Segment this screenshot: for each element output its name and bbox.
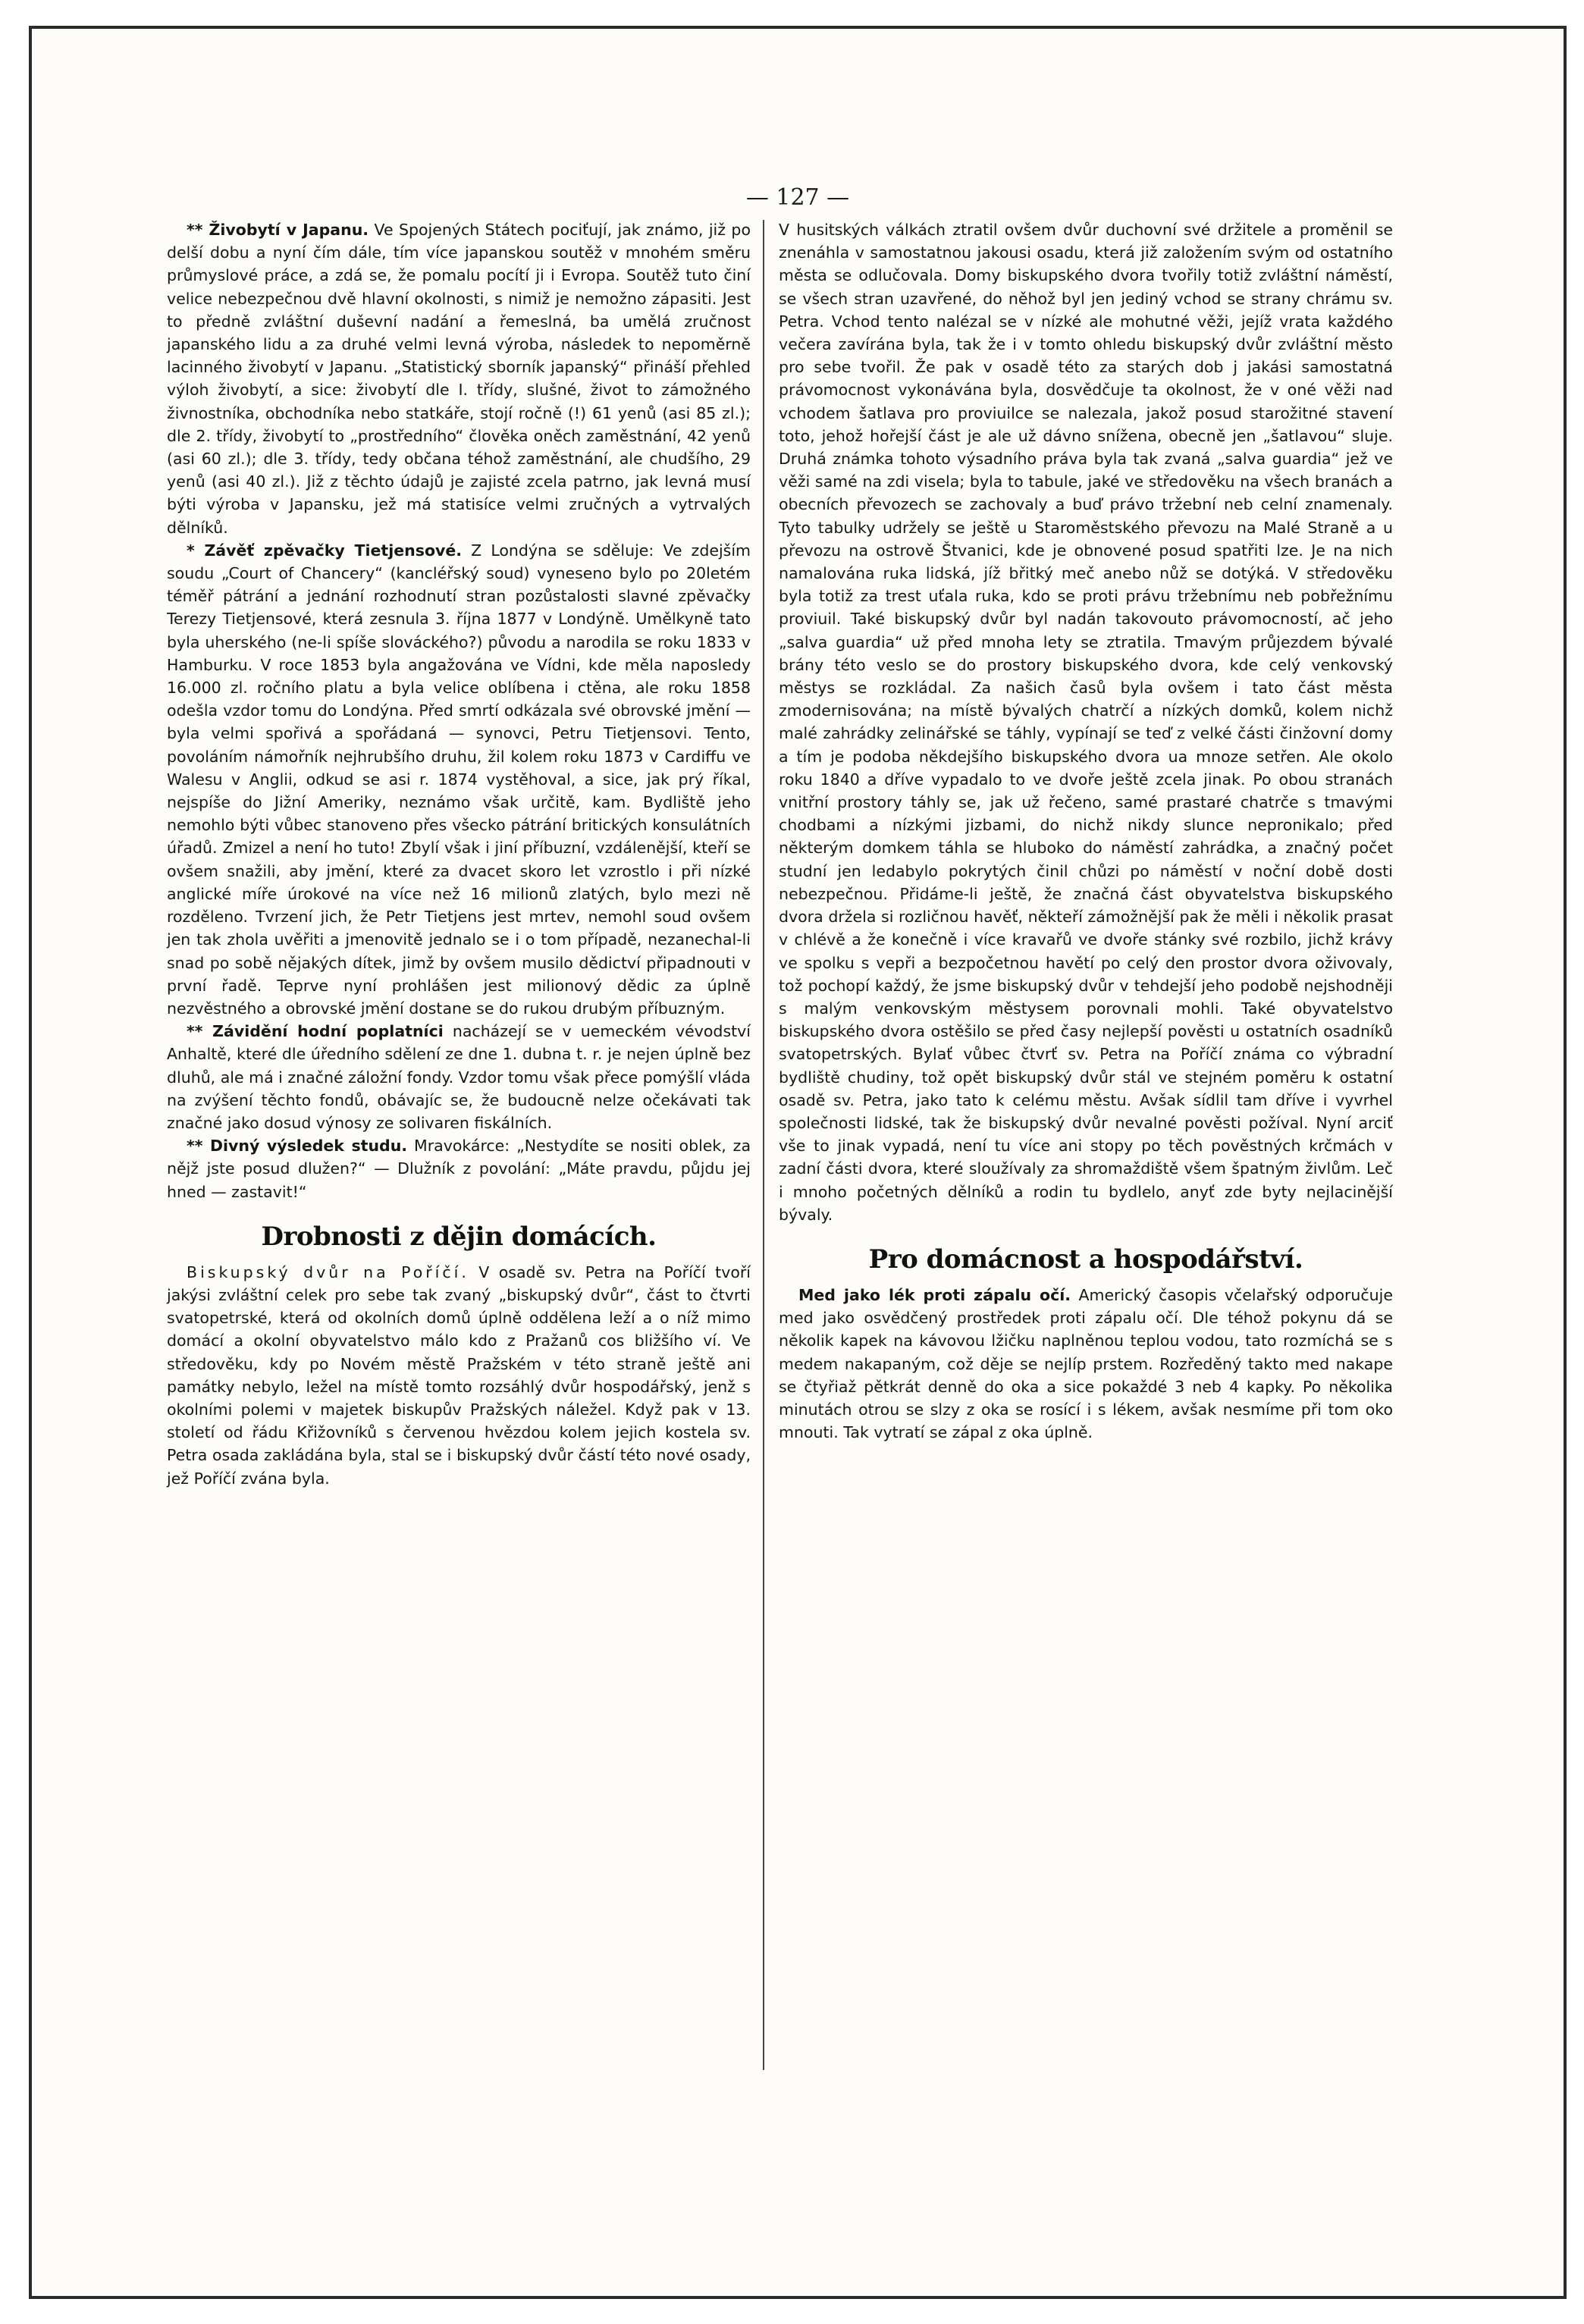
article-enviable-taxpayers	[167, 1020, 751, 1134]
column-divider	[763, 220, 764, 2070]
page-sheet	[29, 26, 1567, 2299]
article-living-costs-japan	[167, 218, 751, 539]
left-column	[167, 218, 751, 1490]
article-body: Z Londýna se sděluje: Ve zdejším soudu „Court of Chancery“ (kancléřský soud) vyneseno bylo po 20letém téměř pátrání a jednání rozhodnutí stran pozůstalosti slavné zpěvačky Terezy Tietjensové, která zesnula 3. října 1877 v Londýně. Umělkyně tato byla uherského (ne-li spíše slováckého?) původu a narodila se roku 1833 v Hamburku. V roce 1853 byla angažována ve Vídni, kde měla naposledy 16.000 zl. ročního platu a byla velice oblíbena i ctěna, ale roku 1858 odešla vzdor tomu do Londýna. Před smrtí odkázala své obrovské jmění — byla velmi spořivá a spořádaná — synovci, Petru Tietjensovi. Tento, povoláním námořník nejhrubšího druhu, žil kolem roku 1873 v Cardiffu ve Walesu v Anglii, odkud se asi r. 1874 vystěhoval, a sice, jak prý říkal, nejspíše do Jižní Ameriky, neznámo však určitě, kam. Bydliště jeho nemohlo býti vůbec stanoveno přes všecko pátrání britických konsulátních úřadů. Zmizel a není ho tuto! Zbylí však i jiní příbuzní, vzdálenější, kteří se ovšem snažili, aby jmění, které za dvacet skoro let vzrostlo i při nízké anglické míře úrokové na více než 16 milionů zlatých, bylo mezi ně rozděleno. Tvrzení jich, že Petr Tietjens jest mrtev, nemohl soud ovšem jen tak zhola uvěřiti a jmenovitě jednalo se i o tom případě, nezanechal-li snad po sobě nějakých dítek, jimž by ovšem musilo dědictví připadnouti v první řadě. Teprve nyní prohlášen jest milionový dědic za úplně nezvěstného a obrovské jmění dostane se do rukou drubým příbuzným.	[167, 541, 751, 1018]
article-bishops-court	[167, 1261, 751, 1490]
right-column	[779, 218, 1393, 1444]
article-tietjens-will	[167, 539, 751, 1020]
article-body: Americký časopis včelařský odporučuje med jako osvědčený prostředek proti zápalu očí. Dle téhož pokynu dá se několik kapek na kávovou lžičku naplněnou teplou vodou, tato rozmíchá se s medem nakapaným, což děje se nejlíp prstem. Rozředěný takto med nakape se čtyřiaž pětkrát denně do oka a sice pokaždé 3 neb 4 kapky. Po několika minutách otrou se slzy z oka se rosící i s lékem, avšak nesmíme při tom oko mnouti. Tak vytratí se zápal z oka úplně.	[779, 1285, 1393, 1442]
article-lead: ** Živobytí v Japanu.	[187, 221, 369, 239]
article-body: V osadě sv. Petra na Poříčí tvoří jakýsi zvláštní celek pro sebe tak zvaný „biskupský dvůr“, část to čtvrti svatopetrské, která od okolních domů úplně oddělena leží a o níž mimo domácí a okolní obyvatelstvo málo kdo z Pražanů cos bližšího ví. Ve středověku, kdy po Novém městě Pražském v této straně ještě ani památky nebylo, ležel na místě tomto rozsáhlý dvůr hospodářský, jenž s okolními polemi v majetek biskupův Pražských náležel. Když pak v 13. století od řádu Křižovníků s červenou hvězdou kolem jejich kostela sv. Petra osada zakládána byla, stal se i biskupský dvůr částí této nové osady, jež Poříčí zvána byla.	[167, 1262, 751, 1488]
article-honey-remedy	[779, 1284, 1393, 1444]
section-heading-domestic-history: Drobnosti z dějin domácích.	[261, 1221, 657, 1252]
article-body: nacházejí se v uemeckém vévodství Anhaltě, které dle úředního sdělení ze dne 1. dubna t. r. je nejen úplně bez dluhů, ale má i značné záložní fondy. Vzdor tomu však přece pomýšlí vláda na zvýšení těchto fondů, obávajíc se, že budoucně nelze očekávati tak značné jako dosud výnosy ze solivaren fiskálních.	[167, 1022, 751, 1132]
article-body: Mravokárce: „Nestydíte se nositi oblek, za nějž jste posud dlužen?“ — Dlužník z povolání: „Máte pravdu, půjdu jej hned — zastavit!“	[167, 1137, 751, 1201]
article-lead: * Závěť zpěvačky Tietjensové.	[187, 541, 463, 560]
article-lead: ** Divný výsledek studu.	[187, 1137, 408, 1156]
article-lead: ** Závidění hodní poplatníci	[187, 1022, 444, 1041]
article-strange-result	[167, 1134, 751, 1203]
page-number: — 127 —	[745, 184, 850, 211]
article-bishops-court-continued: V husitských válkách ztratil ovšem dvůr duchovní své držitele a proměnil se znenáhla v samostatnou jakousi osadu, která již založením svým od ostatního města se odlučovala. Domy biskupského dvora tvořily totiž zvláštní náměstí, se všech stran uzavřené, do něhož byl jen jediný vchod se strany chrámu sv. Petra. Vchod tento nalézal se v nízké ale mohutné věži, jejíž vrata každého večera zavírána byla, tak že i v tomto ohledu biskupský dvůr zvláštní město pro sebe tvořil. Že pak v osadě této za starých dob j jakási samostatná právomocnost vykonávána byla, dosvědčuje ta okolnost, že v oné věži nad vchodem šatlava pro proviuilce se nalezala, jakož posud starožitné stavení toto, jehož hořejší část je ale už dávno snížena, obecně jen „šatlavou“ sluje. Druhá známka tohoto výsadního práva byla tak zvaná „salva guardia“ jež ve věži samé na zdi visela; byla to tabule, jaké ve středověku na všech branách a obecních převozech se zachovaly a buď právo tržební neb celní znamenaly. Tyto tabulky udržely se ještě u Staroměstského převozu na Malé Straně a u převozu na ostrově Štvanici, kde je obnovené posud spatřiti lze. Je na nich namalována ruka lidská, jíž břitký meč anebo nůž se dotýká. V středověku byla totiž za trest uťala ruka, kdo se proti právu tržebnímu neb pobřežnímu proviuil. Také biskupský dvůr byl nadán takovouto právomocností, ač jeho „salva guardia“ už před mnoha lety se ztratila. Tmavým průjezdem bývalé brány této veslo se do prostory biskupského dvora, kde celý venkovský městys se rozkládal. Za našich časů byla ovšem i tato část města zmodernisována; na místě bývalých chatrčí a nízkých domků, kolem nichž malé zahrádky zelinářské se táhly, vypínají se teď z velké části činžovní domy a tím je podoba někdejšího biskupského dvora ua mnoze setřen. Ale okolo roku 1840 a dříve vypadalo to ve dvoře ještě zcela jinak. Po obou stranách vnitřní prostory táhly se, jak už řečeno, samé prastaré chatrče s tmavými chodbami a nízkými jizbami, do nichž nikdy slunce nepronikalo; před některým domkem táhla se hluboko do náměstí zahrádka, a značný počet studní jen ledabylo pokrytých činil chůzi po náměstí v noční době dosti nebezpečnou. Přidáme-li ještě, že značná část obyvatelstva biskupského dvora držela si rozličnou havěť, někteří zámožnější pak že měli i několik prasat v chlévě a že konečně i více kravařů ve dvoře stánky své rozbilo, jichž krávy ve spolku s vepři a bezpočetnou havětí po celý den prostor dvora oživovaly, tož pochopí každý, že jsme biskupský dvůr v tehdejší jeho podobě nejshodněji s malým venkovským městysem porovnali mohli. Také obyvatelstvo biskupského dvora ostěšilo se před časy nejlepší pověsti u ostatních osadníků svatopetrských. Bylať vůbec čtvrť sv. Petra na Poříčí známa co výbradní bydliště chudiny, tož opět biskupský dvůr stál ve stejném poměru k ostatní osadě sv. Petra, jako tato k celému městu. Avšak sídlil tam dříve i vyvrhel společnosti lidské, tak že biskupský dvůr nevalné pověsti požíval. Nyní arciť vše to jinak vypadá, není tu více ani stopy po těch pověstných krčmách v zadní části dvora, které sloužívaly za shromaždiště všem špatným živlům. Leč i mnoho početných dělníků a rodin tu bydlelo, anyť zde byty nejlacinější bývaly.	[779, 221, 1393, 1224]
article-body: Ve Spojených Státech pociťují, jak známo, již po delší dobu a nyní čím dále, tím více japanskou soutěž v mnohém směru průmyslové práce, a zdá se, že pomalu pocítí ji i Evropa. Soutěž tuto činí velice nebezpečnou dvě hlavní okolnosti, s nimiž je nemožno zápasiti. Jest to předně zvláštní duševní nadání a řemeslná, ba umělá zručnost japanského lidu a za druhé velmi levná výroba, následek to nepoměrně lacinného živobytí v Japanu. „Statistický sborník japanský“ přináší přehled výloh živobytí, a sice: živobytí dle I. třídy, slušné, život to zámožného živnostníka, obchodníka nebo statkáře, stojí ročně (!) 61 yenů (asi 85 zl.); dle 2. třídy, živobytí to „prostředního“ člověka oněch zaměstnání, 42 yenů (asi 60 zl.); dle 3. třídy, tedy občana téhož zaměstnání, ale chudšího, 29 yenů (asi 40 zl.). Již z těchto údajů je zajisté zcela patrno, jak levná musí býti výroba v Japansku, jež má statisíce velmi zručných a vytrvalých dělníků.	[167, 221, 751, 537]
section-heading-household: Pro domácnost a hospodářství.	[868, 1244, 1303, 1275]
article-lead: Med jako lék proti zápalu očí.	[798, 1285, 1071, 1304]
article-lead: Biskupský dvůr na Poříčí.	[187, 1262, 469, 1281]
